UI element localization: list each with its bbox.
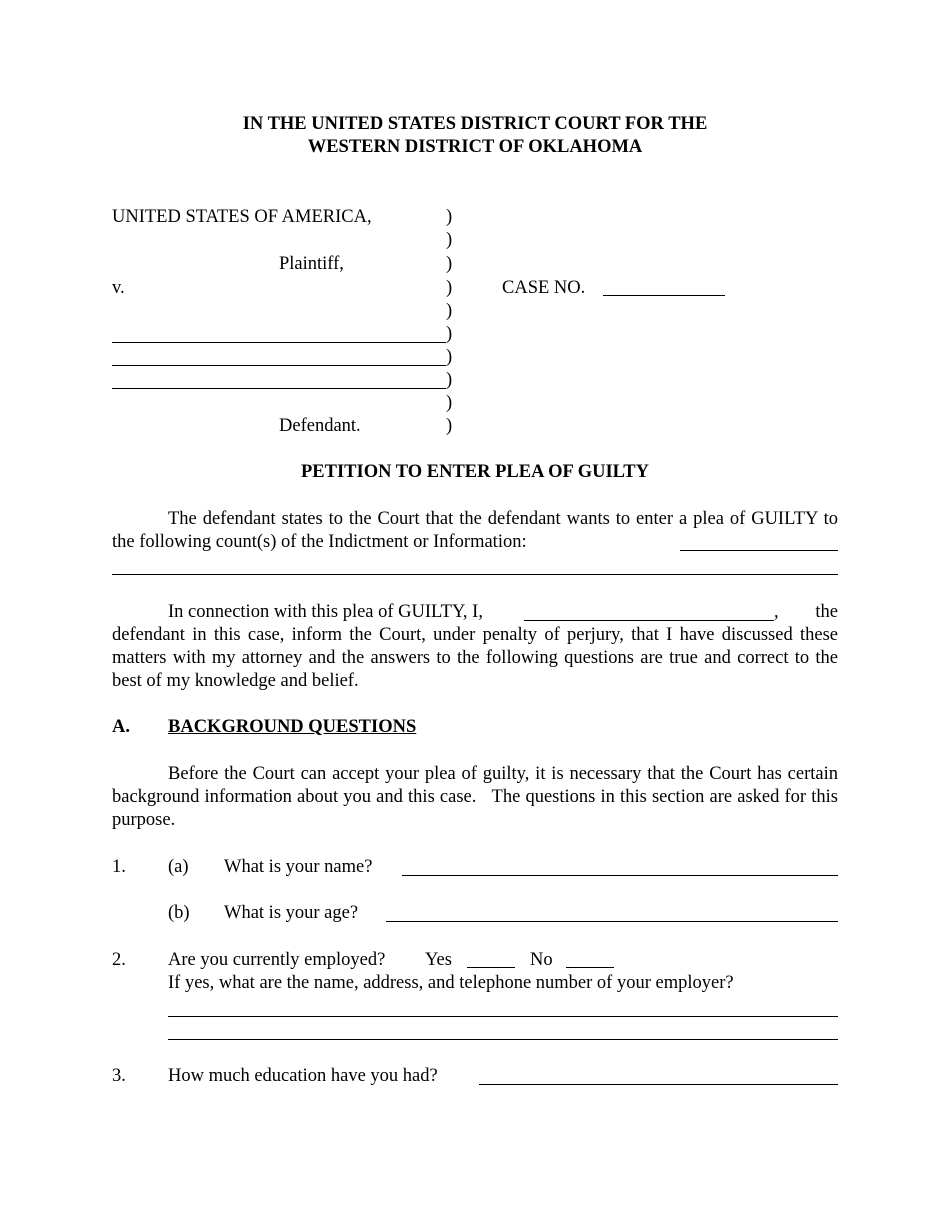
connection-paragraph: , the defendant in this case, inform the Court, under penalty of perjury, that I have discussed these matters with my attorney and the answers to the following questions are true and correct to the best of my knowledge and belief. [112, 602, 838, 691]
age-answer-field[interactable] [386, 921, 838, 922]
education-answer-field[interactable] [479, 1084, 838, 1085]
question-1b-label: (b) [168, 903, 190, 923]
name-answer-field[interactable] [402, 875, 838, 876]
defendant-name-field-3[interactable] [112, 388, 446, 389]
counts-field-continued[interactable] [112, 574, 838, 575]
employed-no-label: No [530, 950, 553, 970]
question-1a-text: What is your name? [224, 857, 373, 877]
intro-paragraph [112, 508, 838, 554]
caption-paren: ) [446, 254, 453, 274]
caption-paren: ) [446, 416, 453, 436]
question-3-number: 3. [112, 1066, 126, 1086]
caption-paren: ) [446, 207, 453, 227]
defendant-name-field-1[interactable] [112, 342, 446, 343]
defendant-name-field-2[interactable] [112, 365, 446, 366]
question-2-text: Are you currently employed? [168, 950, 386, 970]
section-a-letter: A. [112, 717, 130, 737]
employed-yes-label: Yes [425, 950, 452, 970]
question-2-followup: If yes, what are the name, address, and telephone number of your employer? [168, 973, 734, 993]
court-name-line2: WESTERN DISTRICT OF OKLAHOMA [307, 137, 643, 157]
document-title: PETITION TO ENTER PLEA OF GUILTY [300, 462, 649, 482]
question-1b-text: What is your age? [224, 903, 359, 923]
section-a-intro-text: Before the Court can accept your plea of guilty, it is necessary that the Court has certain background information about you and this case. The questions in this section are asked for this purpose. [112, 764, 843, 830]
case-number-label: CASE NO. [502, 278, 586, 298]
caption-paren: ) [446, 324, 453, 344]
section-a-intro [112, 763, 843, 832]
employed-yes-field[interactable] [467, 967, 515, 968]
question-1-number: 1. [112, 857, 126, 877]
caption-paren: ) [446, 393, 453, 413]
caption-paren: ) [446, 347, 453, 367]
defendant-label: Defendant. [279, 416, 361, 436]
section-a-heading: BACKGROUND QUESTIONS [168, 717, 417, 737]
caption-paren: ) [446, 370, 453, 390]
employed-no-field[interactable] [566, 967, 614, 968]
connection-text-before: In connection with this plea of GUILTY, I, [168, 602, 483, 622]
counts-field[interactable] [680, 550, 838, 551]
case-number-field[interactable] [603, 295, 725, 296]
versus-label: v. [112, 278, 125, 298]
employer-info-field-2[interactable] [168, 1039, 838, 1040]
caption-paren: ) [446, 278, 453, 298]
plaintiff-label: Plaintiff, [279, 254, 344, 274]
plaintiff-name: UNITED STATES OF AMERICA, [112, 207, 372, 227]
question-2-number: 2. [112, 950, 126, 970]
intro-text: The defendant states to the Court that the defendant wants to enter a plea of GUILTY to the following count(s) of the Indictment or Information: [112, 509, 838, 552]
caption-paren: ) [446, 301, 453, 321]
employer-info-field-1[interactable] [168, 1016, 838, 1017]
question-1a-label: (a) [168, 857, 189, 877]
caption-paren: ) [446, 230, 453, 250]
question-3-text: How much education have you had? [168, 1066, 438, 1086]
court-name-line1: IN THE UNITED STATES DISTRICT COURT FOR THE [242, 114, 708, 134]
